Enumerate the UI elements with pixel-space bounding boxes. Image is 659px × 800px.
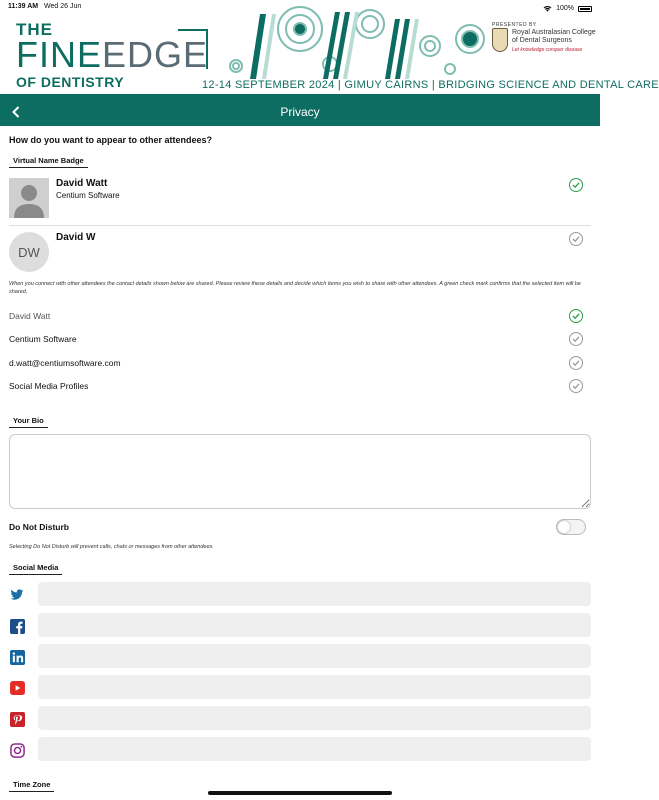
appearance-question: How do you want to appear to other attendees? [9,135,213,145]
instagram-icon [9,742,25,758]
badge-name: David W [56,232,96,243]
check-icon[interactable] [569,178,583,192]
logo-bracket [178,29,208,69]
logo-the: THE [16,20,53,39]
page-title: Privacy [280,105,320,119]
avatar-initials: DW [9,232,49,272]
social-row-linkedin [0,644,600,670]
bio-label: Your Bio [9,416,48,428]
timezone-label: Time Zone [9,780,54,792]
logo-wordmark: FINEEDGE [16,34,209,75]
youtube-icon [9,680,25,696]
nav-bar [0,98,600,126]
share-item-email[interactable]: d.watt@centiumsoftware.com [9,358,121,368]
bio-input[interactable] [9,434,591,509]
check-icon[interactable] [569,332,583,346]
badge-name: David Watt [56,178,108,189]
social-row-facebook [0,613,600,639]
dnd-toggle[interactable] [556,519,586,535]
social-row-pinterest [0,706,600,732]
check-icon[interactable] [569,356,583,370]
linkedin-input[interactable] [38,644,591,668]
twitter-icon [9,587,25,603]
youtube-input[interactable] [38,675,591,699]
facebook-input[interactable] [38,613,591,637]
status-time: 11:39 AM [8,3,39,10]
presented-by-label: PRESENTED BY [492,22,537,28]
pinterest-input[interactable] [38,706,591,730]
privacy-content[interactable] [0,126,600,800]
divider [9,225,591,226]
logo-dentistry: OF DENTISTRY [16,74,125,90]
college-name: Royal Australasian College of Dental Surgeons [512,29,596,44]
banner-decoration [220,4,490,79]
event-dates: 12-14 SEPTEMBER 2024 | GIMUY CAIRNS | BRIDGING SCIENCE AND DENTAL CARE [202,79,659,91]
person-icon [9,178,49,218]
share-info-text: When you connect with other attendees the contact details shown below are shared. Please review these details and decide which items you wish to share with other attendees. A green check mark confirms that the selected item will be shared. [9,281,581,295]
status-date: Wed 26 Jun [44,3,82,10]
chevron-left-icon [12,106,20,118]
social-row-youtube [0,675,600,701]
social-row-twitter [0,582,600,608]
home-indicator[interactable] [208,791,392,795]
back-button[interactable] [8,104,24,120]
wifi-icon [543,5,552,12]
share-item-name[interactable]: David Watt [9,311,51,321]
share-item-company[interactable]: Centium Software [9,334,77,344]
college-crest-icon [492,28,508,52]
check-icon[interactable] [569,232,583,246]
check-icon[interactable] [569,309,583,323]
event-banner [0,14,659,98]
share-item-social[interactable]: Social Media Profiles [9,381,89,391]
social-row-instagram [0,737,600,763]
avatar [9,178,49,218]
facebook-icon [9,618,25,634]
social-media-label: Social Media [9,563,62,575]
twitter-input[interactable] [38,582,591,606]
badge-option-short-name[interactable] [0,230,600,280]
instagram-input[interactable] [38,737,591,761]
dnd-note: Selecting Do Not Disturb will prevent calls, chats or messages from other attendees. [9,544,214,550]
check-icon[interactable] [569,379,583,393]
battery-percent: 100% [556,5,574,12]
dnd-label: Do Not Disturb [9,522,69,532]
pinterest-icon [9,711,25,727]
virtual-badge-label: Virtual Name Badge [9,156,88,168]
battery-icon [578,6,592,12]
toggle-knob [558,521,570,533]
badge-company: Centium Software [56,191,120,200]
linkedin-icon [9,649,25,665]
badge-option-full-name[interactable] [0,176,600,226]
college-motto: Let knowledge conquer disease [512,47,583,53]
